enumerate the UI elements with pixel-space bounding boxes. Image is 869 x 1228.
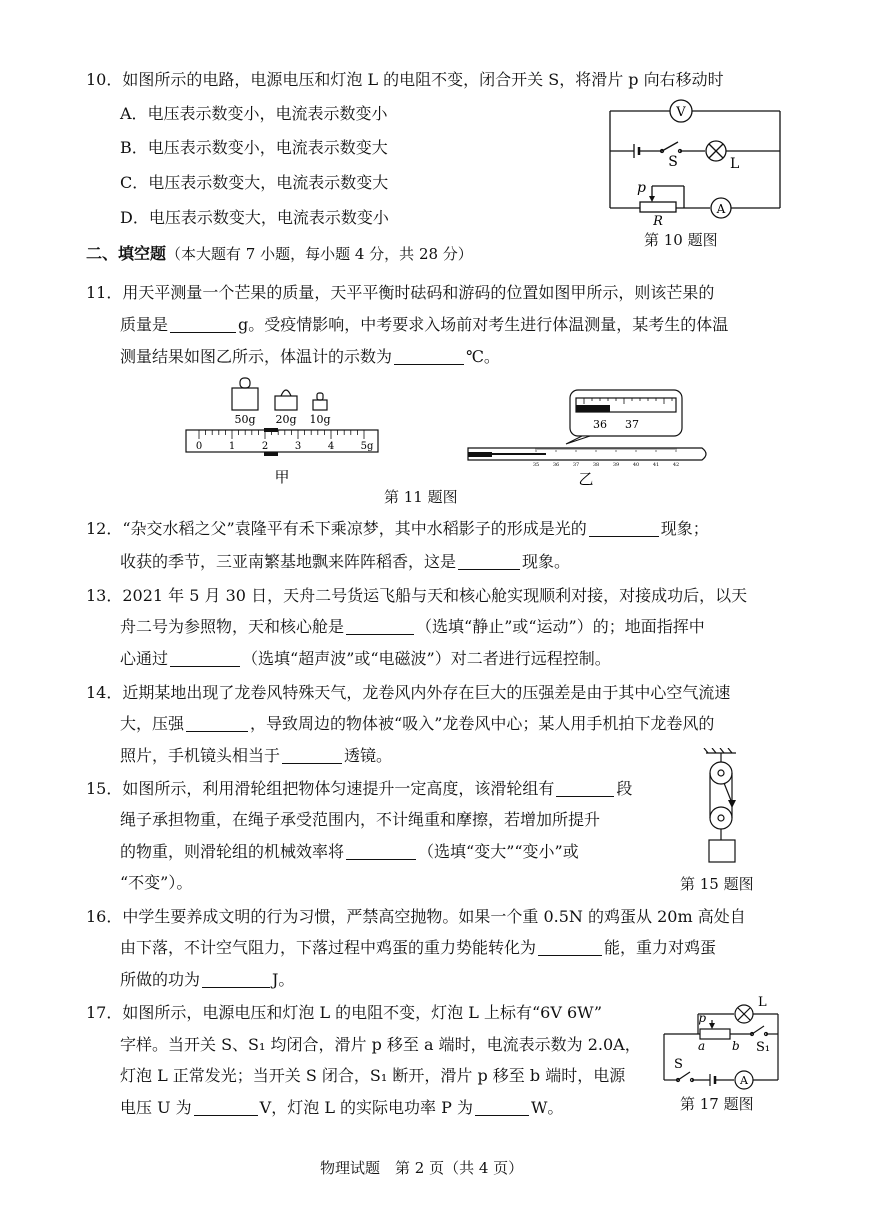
q15-line1: 15．如图所示，利用滑轮组把物体匀速提升一定高度，该滑轮组有 段 bbox=[86, 779, 633, 798]
q11-blank-mass[interactable] bbox=[170, 316, 236, 333]
q17-blank-voltage[interactable] bbox=[194, 1099, 258, 1116]
q14-line2: 大，压强 ，导致周边的物体被“吸入”龙卷风中心；某人用手机拍下龙卷风的 bbox=[120, 714, 715, 733]
scale-tick-5: 5g bbox=[360, 441, 374, 452]
q17-line1: 17．如图所示，电源电压和灯泡 L 的电阻不变，灯泡 L 上标有“6V 6W” bbox=[86, 1003, 603, 1022]
q16-blank-1[interactable] bbox=[538, 939, 602, 956]
q12-blank-2[interactable] bbox=[458, 553, 520, 570]
q17-line4: 电压 U 为 V，灯泡 L 的实际电功率 P 为 W。 bbox=[120, 1098, 564, 1117]
weight-50g-label: 50g bbox=[234, 413, 256, 426]
q17-line2: 字样。当开关 S、S₁ 均闭合，滑片 p 移至 a 端时，电流表示数为 2.0A， bbox=[120, 1035, 641, 1054]
q10-option-c: C．电压表示数变大，电流表示数变大 bbox=[120, 173, 389, 192]
q12-line2: 收获的季节，三亚南繁基地飘来阵阵稻香，这是 现象。 bbox=[120, 552, 571, 571]
thermo-tick-38: 38 bbox=[592, 462, 600, 468]
q17-slider-label: p bbox=[698, 1011, 706, 1025]
scale-tick-4: 4 bbox=[327, 441, 335, 452]
thermo-tick-39: 39 bbox=[612, 462, 620, 468]
q14-line1: 14．近期某地出现了龙卷风特殊天气，龙卷风内外存在巨大的压强差是由于其中心空气流速 bbox=[86, 683, 731, 702]
q15-line3: 的物重，则滑轮组的机械效率将 （选填“变大”“变小”或 bbox=[120, 842, 579, 861]
q11-line3: 测量结果如图乙所示，体温计的示数为 ℃。 bbox=[120, 347, 500, 366]
q14-blank-1[interactable] bbox=[186, 715, 248, 732]
q16-line3: 所做的功为 J。 bbox=[120, 970, 295, 989]
page-footer: 物理试题 第 2 页（共 4 页） bbox=[320, 1159, 524, 1177]
q12-line1: 12．“杂交水稻之父”袁隆平有禾下乘凉梦，其中水稻影子的形成是光的 现象； bbox=[86, 519, 709, 538]
scale-tick-3: 3 bbox=[294, 441, 302, 452]
q10-option-b: B．电压表示数变小，电流表示数变大 bbox=[120, 138, 388, 157]
q10-stem: 10．如图所示的电路，电源电压和灯泡 L 的电阻不变，闭合开关 S，将滑片 p 向右移动时 bbox=[86, 70, 724, 89]
section-2-heading: 二、填空题（本大题有 7 小题，每小题 4 分，共 28 分） bbox=[86, 244, 473, 263]
q16-line2: 由下落，不计空气阻力，下落过程中鸡蛋的重力势能转化为 能，重力对鸡蛋 bbox=[120, 938, 717, 957]
thermo-zoom-36: 36 bbox=[593, 418, 607, 431]
q17-blank-power[interactable] bbox=[475, 1099, 529, 1116]
q17-ammeter-label: A bbox=[740, 1074, 748, 1087]
q13-line2: 舟二号为参照物，天和核心舱是 （选填“静止”或“运动”）的；地面指挥中 bbox=[120, 617, 705, 636]
q11-figure-caption: 第 11 题图 bbox=[384, 488, 458, 506]
ammeter-label: A bbox=[716, 202, 726, 216]
q13-line1: 13．2021 年 5 月 30 日，天舟二号货运飞船与天和核心舱实现顺利对接，对接成功后，以天 bbox=[86, 586, 748, 605]
q17-line3: 灯泡 L 正常发光；当开关 S 闭合，S₁ 断开，滑片 p 移至 b 端时，电源 bbox=[120, 1066, 626, 1085]
resistor-label: R bbox=[653, 214, 663, 229]
q13-blank-1[interactable] bbox=[346, 618, 414, 635]
thermo-tick-37: 37 bbox=[572, 462, 580, 468]
q17-end-b-label: b bbox=[732, 1039, 740, 1053]
thermo-tick-42: 42 bbox=[672, 462, 680, 468]
q15-figure-caption: 第 15 题图 bbox=[680, 875, 754, 893]
q10-option-a: A．电压表示数变小，电流表示数变小 bbox=[120, 104, 388, 123]
q17-switch-label: S bbox=[674, 1057, 683, 1072]
q14-line3: 照片，手机镜头相当于 透镜。 bbox=[120, 746, 393, 765]
thermo-tick-40: 40 bbox=[632, 462, 640, 468]
q11-balance-figure bbox=[182, 370, 382, 490]
q15-line2: 绳子承担物重，在绳子承受范围内，不计绳重和摩擦，若增加所提升 bbox=[120, 810, 601, 829]
q15-pulley-figure bbox=[688, 748, 758, 868]
q15-blank-1[interactable] bbox=[556, 780, 614, 797]
q17-circuit-figure bbox=[660, 994, 790, 1092]
scale-tick-0: 0 bbox=[195, 441, 203, 452]
weight-10g-label: 10g bbox=[309, 413, 331, 426]
q10-figure-caption: 第 10 题图 bbox=[644, 231, 718, 249]
q12-blank-1[interactable] bbox=[589, 520, 659, 537]
q17-switch1-label: S₁ bbox=[756, 1040, 771, 1055]
weight-20g-label: 20g bbox=[275, 413, 297, 426]
q10-option-d: D．电压表示数变大，电流表示数变小 bbox=[120, 208, 389, 227]
q16-line1: 16．中学生要养成文明的行为习惯，严禁高空抛物。如果一个重 0.5N 的鸡蛋从 20m 高处自 bbox=[86, 907, 746, 926]
q13-blank-2[interactable] bbox=[170, 650, 240, 667]
q11-thermometer-figure bbox=[462, 386, 712, 490]
figure-label-jia: 甲 bbox=[274, 468, 290, 486]
q11-line2: 质量是 g。受疫情影响，中考要求入场前对考生进行体温测量，某考生的体温 bbox=[120, 315, 729, 334]
figure-label-yi: 乙 bbox=[578, 470, 594, 488]
scale-tick-1: 1 bbox=[228, 441, 236, 452]
q15-line4: “不变”）。 bbox=[120, 873, 193, 892]
q10-circuit-figure bbox=[600, 96, 790, 236]
q15-blank-2[interactable] bbox=[346, 843, 416, 860]
thermo-tick-35: 35 bbox=[532, 462, 540, 468]
slider-label: p bbox=[637, 180, 646, 196]
thermo-zoom-37: 37 bbox=[625, 418, 639, 431]
q14-blank-2[interactable] bbox=[282, 747, 342, 764]
q17-figure-caption: 第 17 题图 bbox=[680, 1095, 754, 1113]
q11-line1: 11．用天平测量一个芒果的质量，天平平衡时砝码和游码的位置如图甲所示，则该芒果的 bbox=[86, 283, 715, 302]
switch-label: S bbox=[668, 154, 678, 170]
q17-end-a-label: a bbox=[698, 1039, 706, 1053]
thermo-tick-41: 41 bbox=[652, 462, 660, 468]
q11-blank-temperature[interactable] bbox=[394, 348, 464, 365]
thermo-tick-36: 36 bbox=[552, 462, 560, 468]
scale-tick-2: 2 bbox=[261, 441, 269, 452]
q13-line3: 心通过 （选填“超声波”或“电磁波”）对二者进行远程控制。 bbox=[120, 649, 611, 668]
voltmeter-label: V bbox=[676, 105, 686, 120]
q16-blank-2[interactable] bbox=[202, 971, 270, 988]
lamp-label: L bbox=[730, 156, 740, 172]
q17-lamp-label: L bbox=[758, 995, 767, 1010]
